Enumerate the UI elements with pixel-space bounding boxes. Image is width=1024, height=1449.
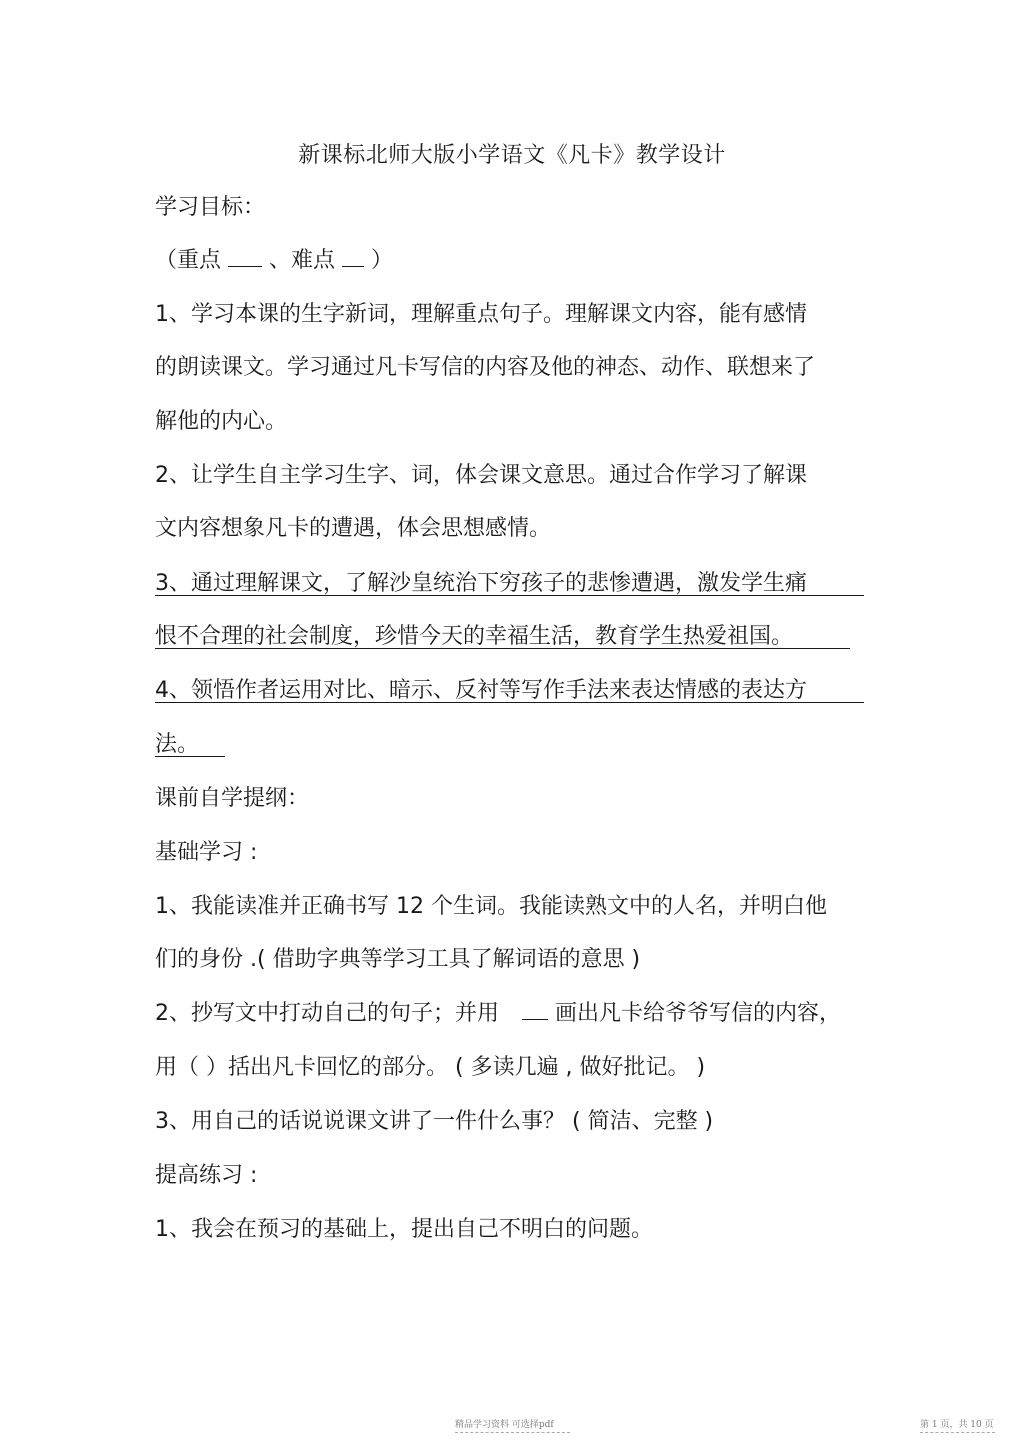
footer-left-note: 精品学习资料 可选择pdf [455, 1420, 554, 1430]
basic-item-1-line-1: 1、我能读准并正确书写 12 个生词。我能读熟文中的人名，并明白他 [155, 894, 827, 919]
key-points-line [155, 246, 393, 276]
key-points-close: ） [371, 248, 394, 273]
goal-3-line-1: 3、通过理解课文，了解沙皇统治下穷孩子的悲惨遭遇，激发学生痛 [155, 571, 807, 596]
basic-item-2-text-b: 画出凡卡给爷爷写信的内容， [555, 1001, 842, 1026]
basic-item-2-text-a: 2、抄写文中打动自己的句子；并用 [155, 1001, 499, 1026]
underline-rule [155, 595, 864, 596]
underline-rule [155, 648, 850, 649]
goal-1-line-1: 1、学习本课的生字新词，理解重点句子。理解课文内容，能有感情 [155, 302, 807, 327]
goal-1-line-2: 的朗读课文。学习通过凡卡写信的内容及他的神态、动作、联想来了 [155, 355, 816, 380]
footer-dotted-rule [455, 1432, 570, 1433]
basic-item-2-line-1 [155, 999, 841, 1029]
basic-item-2-line-2: 用（ ）括出凡卡回忆的部分。 ( 多读几遍 , 做好批记。 ) [155, 1055, 706, 1080]
heading-advanced-practice: 提高练习 : [155, 1163, 258, 1188]
goal-2-line-1: 2、让学生自主学习生字、词，体会课文意思。通过合作学习了解课 [155, 463, 807, 488]
basic-item-1-line-2: 们的身份 .( 借助字典等学习工具了解词语的意思 ) [155, 947, 641, 972]
goal-4-line-1: 4、领悟作者运用对比、暗示、反衬等写作手法来表达情感的表达方 [155, 678, 807, 703]
key-points-open: （重点 [155, 248, 222, 273]
underline-blank [522, 999, 548, 1020]
basic-item-3: 3、用自己的话说说课文讲了一件什么事？ ( 简洁、完整 ) [155, 1109, 714, 1134]
key-point-blank [228, 246, 262, 267]
footer-dotted-rule [920, 1432, 995, 1433]
goal-1-line-3: 解他的内心。 [155, 409, 288, 434]
heading-preview-outline: 课前自学提纲： [155, 786, 310, 811]
goal-4-line-2: 法。 [155, 732, 200, 757]
footer-page-number: 第 1 页，共 10 页 [920, 1420, 994, 1430]
document-title: 新课标北师大版小学语文《凡卡》教学设计 [298, 143, 726, 168]
difficulty-blank [342, 246, 364, 267]
goal-3-line-2: 恨不合理的社会制度，珍惜今天的幸福生活，教育学生热爱祖国。 [155, 624, 794, 649]
key-points-sep: 、难点 [269, 248, 336, 273]
underline-rule [155, 756, 225, 757]
heading-learning-goals: 学习目标： [155, 195, 266, 220]
heading-basic-study: 基础学习 : [155, 840, 258, 865]
advanced-item-1: 1、我会在预习的基础上，提出自己不明白的问题。 [155, 1217, 653, 1242]
underline-rule [155, 702, 864, 703]
goal-2-line-2: 文内容想象凡卡的遭遇，体会思想感情。 [155, 516, 552, 541]
